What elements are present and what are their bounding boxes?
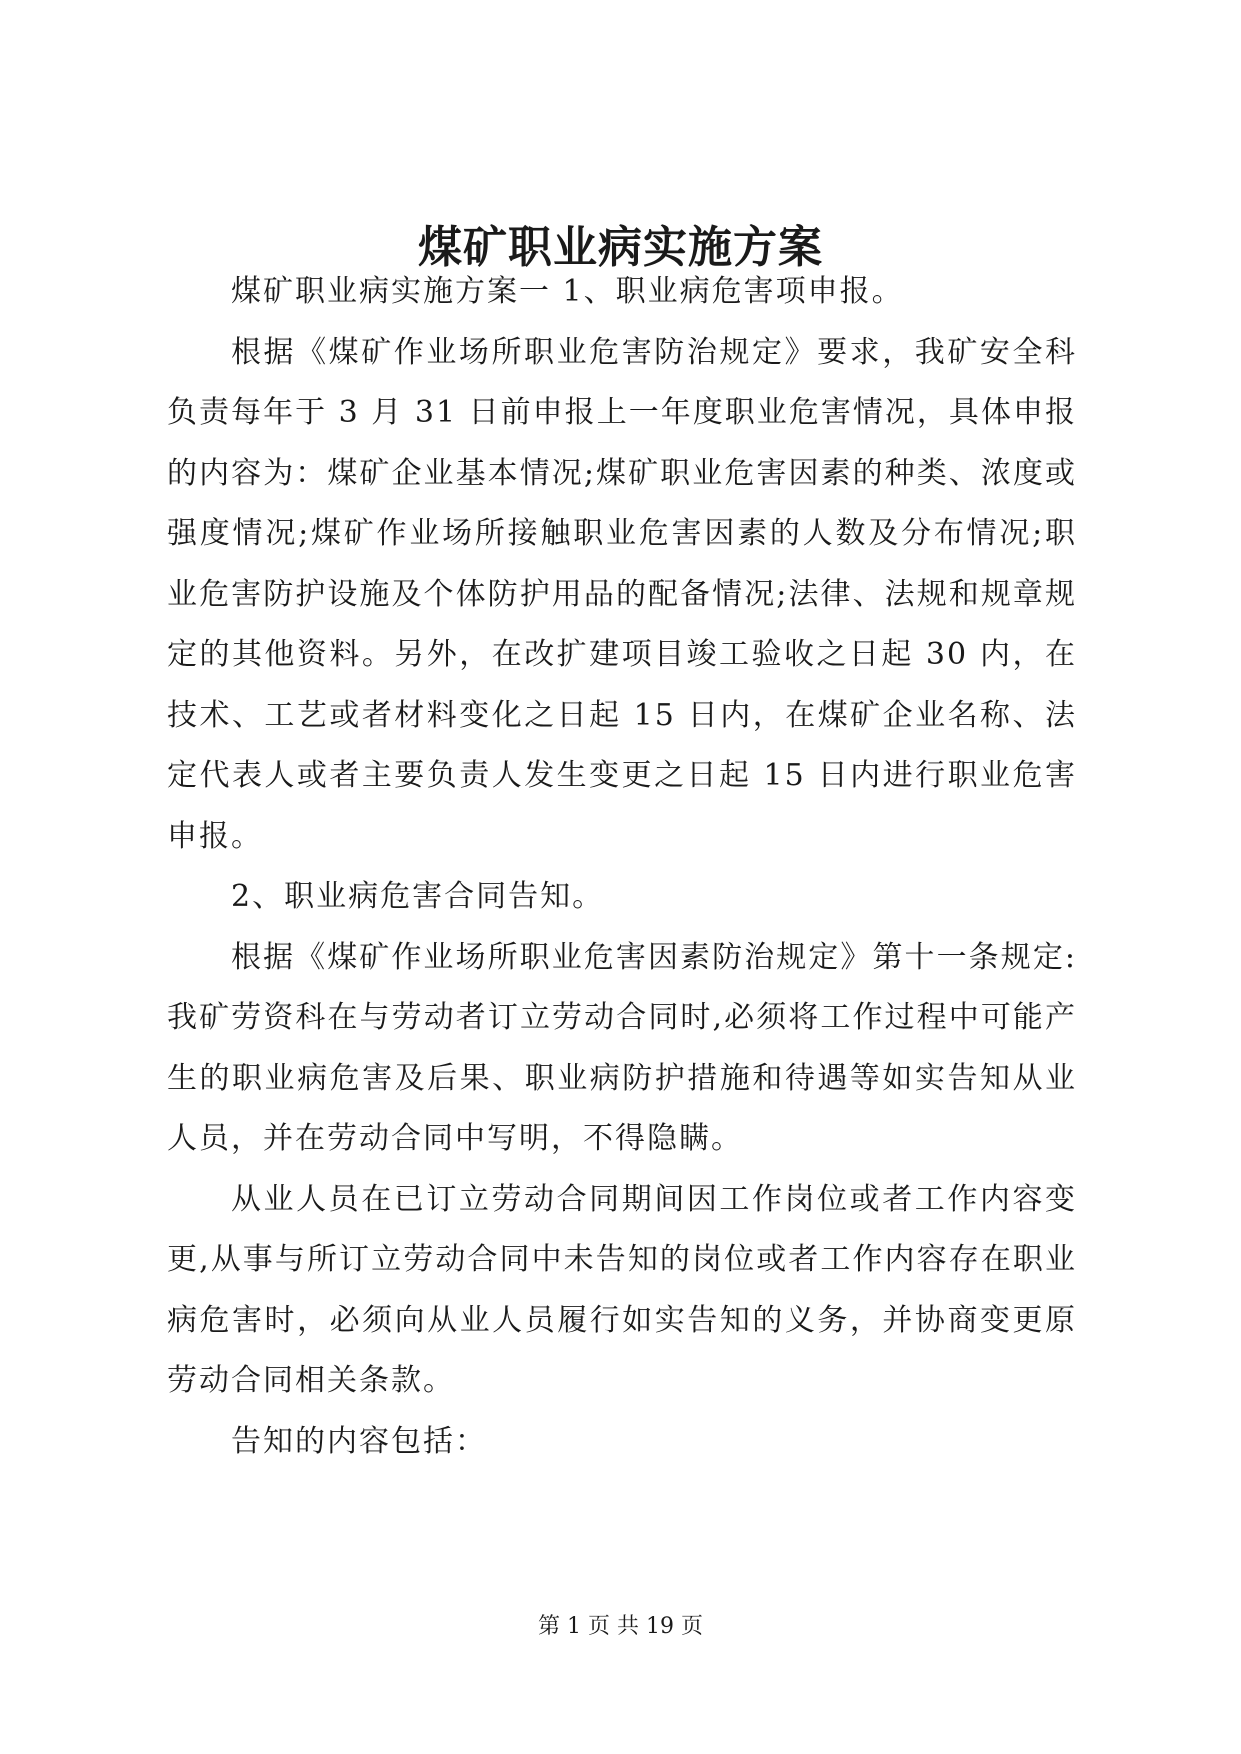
paragraph-1: 煤矿职业病实施方案一 1、职业病危害项申报。 [231,274,904,309]
paragraph-6: 告知的内容包括： [231,1423,487,1459]
paragraph-3: 2、职业病危害合同告知。 [231,879,605,914]
paragraph-5: 从业人员在已订立劳动合同期间因工作岗位或者工作内容变更,从事与所订立劳动合同中未告知的岗位或者工作内容存在职业病危害时，必须向从业人员履行如实告知的义务，并协商变更原劳动合同相关条款。 [167,1181,1077,1398]
paragraph-4: 根据《煤矿作业场所职业危害因素防治规定》第十一条规定:我矿劳资科在与劳动者订立劳动合同时,必须将工作过程中可能产生的职业病危害及后果、职业病防护措施和待遇等如实告知从业人员，并在劳动合同中写明，不得隐瞒。 [167,939,1077,1156]
page-number: 第 1 页 共 19 页 [538,1614,703,1639]
document-title: 煤矿职业病实施方案 [418,222,823,273]
document-body [167,262,1077,1472]
paragraph-2: 根据《煤矿作业场所职业危害防治规定》要求，我矿安全科负责每年于 3 月 31 日前申报上一年度职业危害情况，具体申报的内容为：煤矿企业基本情况;煤矿职业危害因素的种类、浓度或强度情况;煤矿作业场所接触职业危害因素的人数及分布情况;职业危害防护设施及个体防护用品的配备情况;法律、法规和规章规定的其他资料。另外，在改扩建项目竣工验收之日起 30 内，在技术、工艺或者材料变化之日起 15 日内，在煤矿企业名称、法定代表人或者主要负责人发生变更之日起 15 日内进行职业危害申报。 [167,334,1077,854]
